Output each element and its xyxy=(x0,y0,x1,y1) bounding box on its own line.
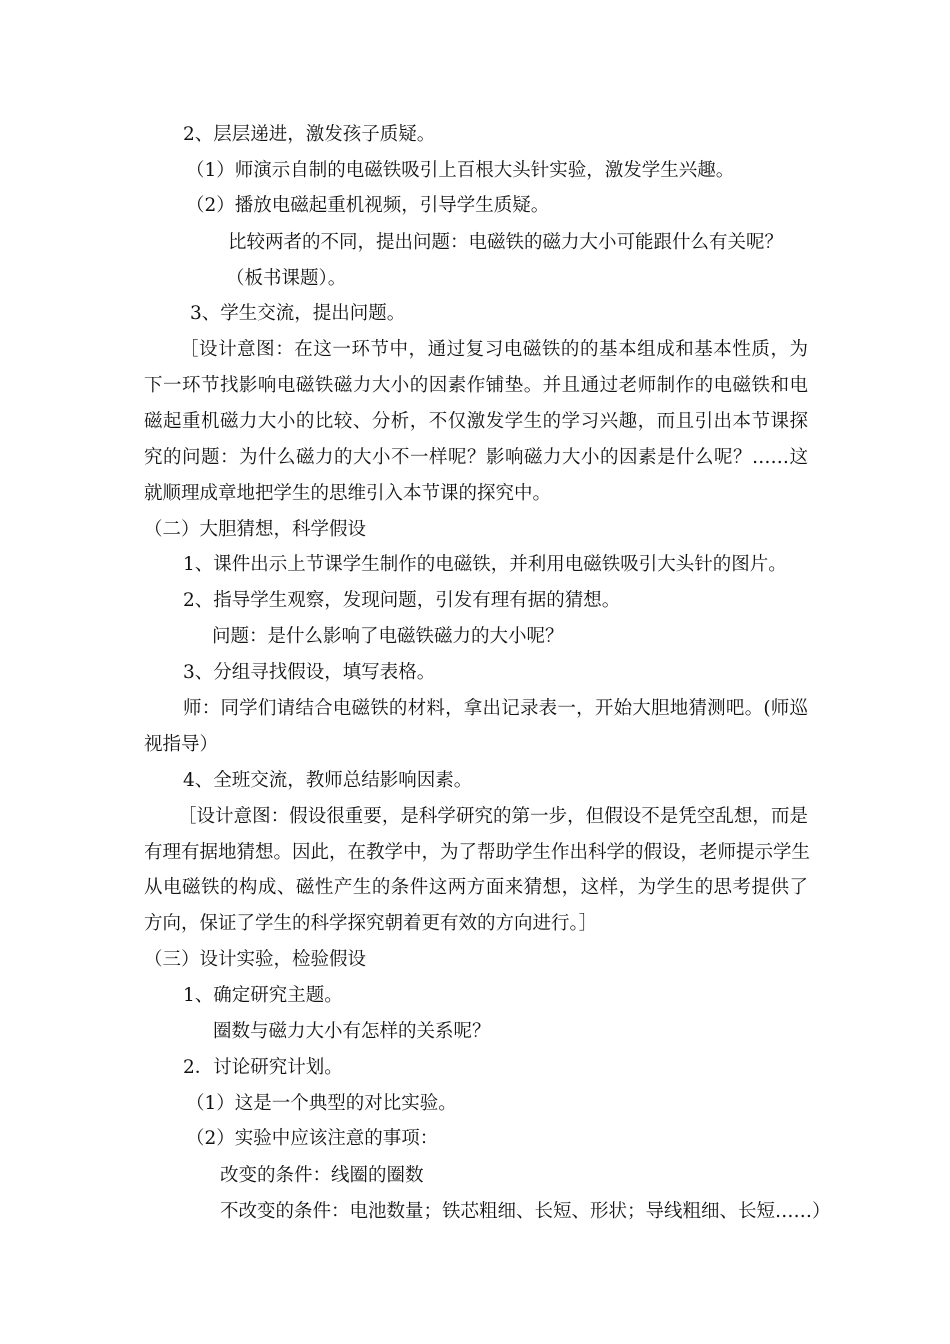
text-line: 方向，保证了学生的科学探究朝着更有效的方向进行。］ xyxy=(144,913,598,934)
text-line: 4、全班交流，教师总结影响因素。 xyxy=(183,770,473,791)
text-line: 有理有据地猜想。因此，在教学中，为了帮助学生作出科学的假设，老师提示学生 xyxy=(144,842,811,863)
text-line: 3、分组寻找假设，填写表格。 xyxy=(183,662,436,683)
text-line: 2、层层递进，激发孩子质疑。 xyxy=(183,124,436,145)
text-line: （板书课题）。 xyxy=(226,268,347,289)
text-line: 1、课件出示上节课学生制作的电磁铁，并利用电磁铁吸引大头针的图片。 xyxy=(183,554,787,575)
text-line: 2．讨论研究计划。 xyxy=(183,1057,343,1078)
text-line: 1、确定研究主题。 xyxy=(183,985,343,1006)
text-line: 从电磁铁的构成、磁性产生的条件这两方面来猜想，这样，为学生的思考提供了 xyxy=(144,877,808,898)
text-line: （2）播放电磁起重机视频，引导学生质疑。 xyxy=(186,195,550,216)
text-line: 师：同学们请结合电磁铁的材料，拿出记录表一，开始大胆地猜测吧。(师巡 xyxy=(183,698,808,719)
text-line: （2）实验中应该注意的事项： xyxy=(186,1128,439,1149)
text-line: 不改变的条件：电池数量；铁芯粗细、长短、形状；导线粗细、长短……） xyxy=(220,1201,831,1222)
text-line: ［设计意图：假设很重要，是科学研究的第一步，但假设不是凭空乱想，而是 xyxy=(178,806,808,827)
text-line: 就顺理成章地把学生的思维引入本节课的探究中。 xyxy=(144,483,552,504)
text-line: 2、指导学生观察，发现问题，引发有理有据的猜想。 xyxy=(183,590,621,611)
text-line: 改变的条件：线圈的圈数 xyxy=(220,1165,424,1186)
text-line: ［设计意图：在这一环节中，通过复习电磁铁的的基本组成和基本性质，为 xyxy=(180,339,808,360)
text-line: 视指导） xyxy=(144,734,219,755)
section-heading: （三）设计实验，检验假设 xyxy=(144,949,367,970)
text-line: 下一环节找影响电磁铁磁力大小的因素作铺垫。并且通过老师制作的电磁铁和电 xyxy=(144,375,808,396)
text-line: （1）这是一个典型的对比实验。 xyxy=(186,1093,457,1114)
text-line: 比较两者的不同，提出问题：电磁铁的磁力大小可能跟什么有关呢？ xyxy=(228,232,784,253)
text-line: 问题：是什么影响了电磁铁磁力的大小呢？ xyxy=(212,626,564,647)
text-line: （1）师演示自制的电磁铁吸引上百根大头针实验，激发学生兴趣。 xyxy=(186,160,735,181)
text-line: 磁起重机磁力大小的比较、分析，不仅激发学生的学习兴趣，而且引出本节课探 xyxy=(144,411,808,432)
text-line: 究的问题：为什么磁力的大小不一样呢？影响磁力大小的因素是什么呢？……这 xyxy=(144,447,808,468)
section-heading: （二）大胆猜想，科学假设 xyxy=(144,519,367,540)
text-line: 3、学生交流，提出问题。 xyxy=(190,303,406,324)
text-line: 圈数与磁力大小有怎样的关系呢？ xyxy=(213,1021,491,1042)
